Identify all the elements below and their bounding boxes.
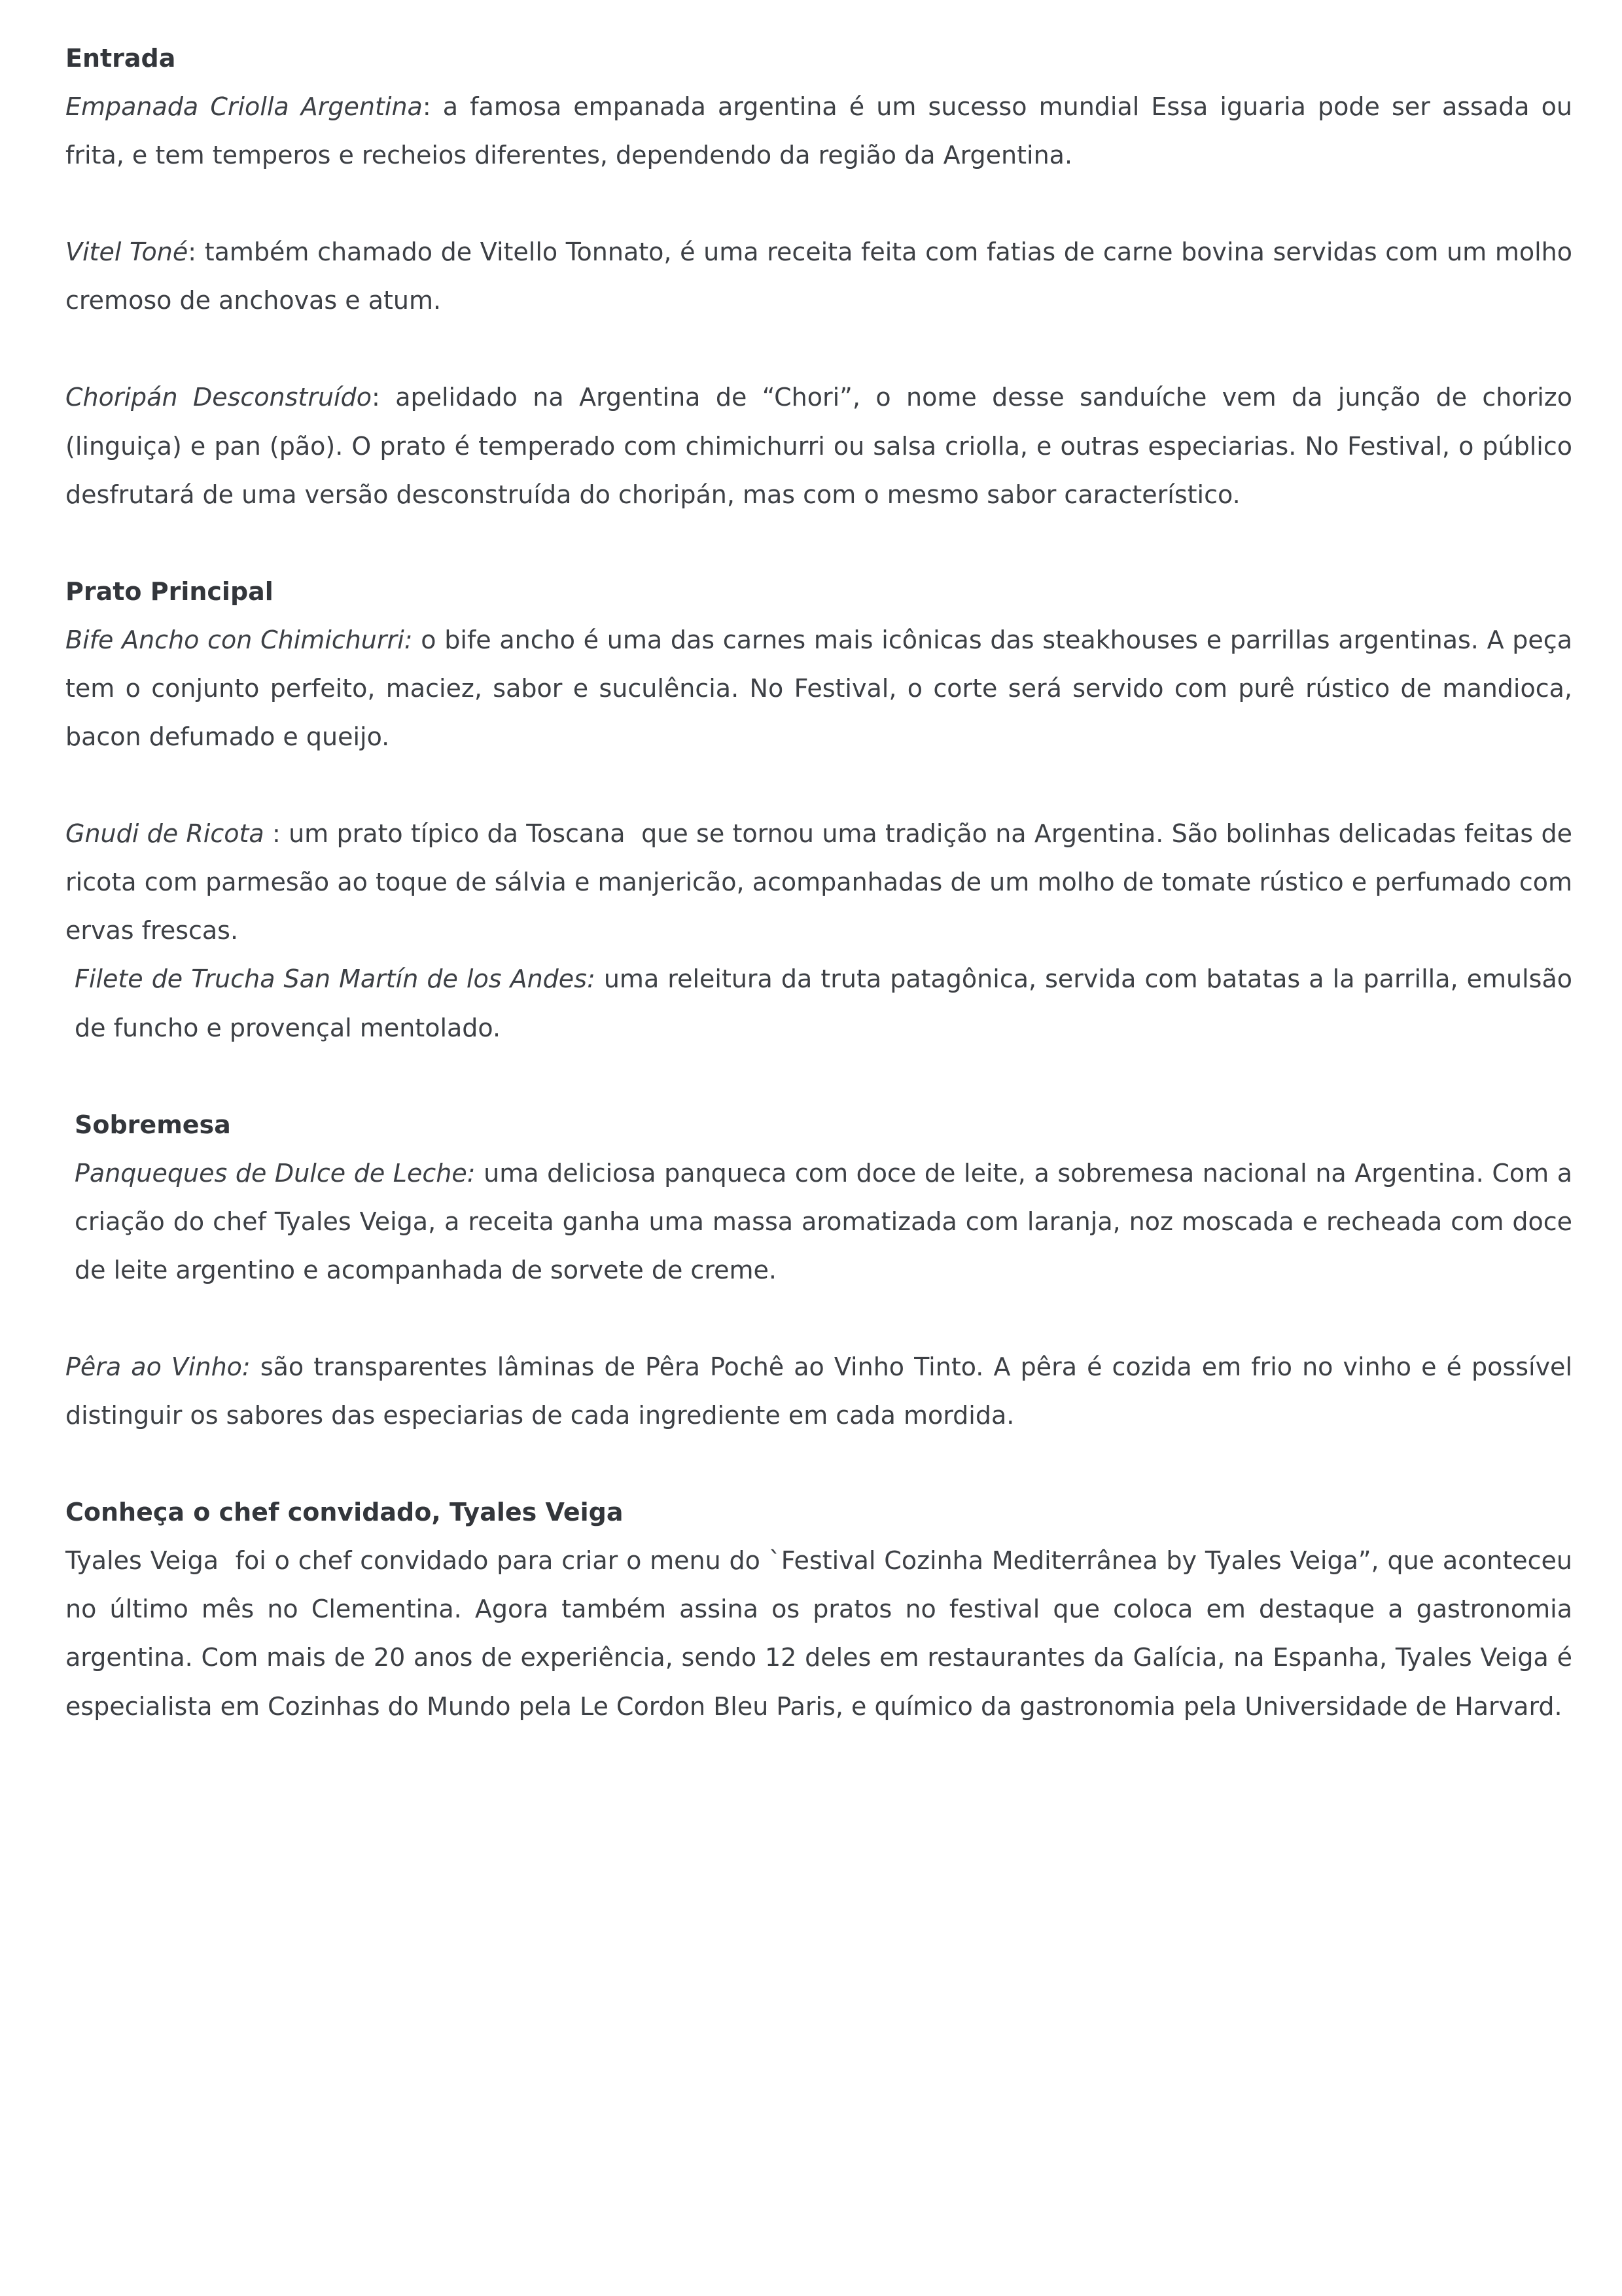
- section-heading: Conheça o chef convidado, Tyales Veiga: [65, 1498, 624, 1527]
- dish-paragraph: [65, 809, 1581, 955]
- section-prato-principal: [65, 567, 1581, 1052]
- dish-description: o bife ancho é uma das carnes mais icônicas das steakhouses e parrillas argentinas. A peça tem o conjunto perfeito, maciez, sabor e suculência. No Festival, o corte será servido com purê rústico de mandioca, bacon defumado e queijo.: [65, 625, 1581, 752]
- dish-description: : apelidado na Argentina de “Chori”, o nome desse sanduíche vem da junção de chorizo (linguiça) e pan (pão). O prato é temperado com chimichurri ou salsa criolla, e outras especiarias. No Festival, o público desfrutará de uma versão desconstruída do choripán, mas com o mesmo sabor característico.: [65, 383, 1581, 509]
- dish-description: são transparentes lâminas de Pêra Pochê ao Vinho Tinto. A pêra é cozida em frio no vinho e é possível distinguir os sabores das especiarias de cada ingrediente em cada mordida.: [65, 1352, 1581, 1430]
- dish-description: : um prato típico da Toscana que se tornou uma tradição na Argentina. São bolinhas delicadas feitas de ricota com parmesão ao toque de sálvia e manjericão, acompanhadas de um molho de tomate rústico e perfumado com ervas frescas.: [65, 819, 1581, 945]
- dish-name: Filete de Trucha San Martín de los Andes:: [75, 964, 595, 994]
- section-heading: Sobremesa: [75, 1110, 231, 1139]
- dish-name: Choripán Desconstruído: [65, 383, 372, 412]
- dish-paragraph: [65, 1343, 1581, 1439]
- dish-description: uma deliciosa panqueca com doce de leite, a sobremesa nacional na Argentina. Com a criação do chef Tyales Veiga, a receita ganha uma massa aromatizada com laranja, noz moscada e recheada com doce de leite argentino e acompanhada de sorvete de creme.: [75, 1158, 1581, 1284]
- chef-bio-text: Tyales Veiga foi o chef convidado para criar o menu do `Festival Cozinha Mediterrânea by Tyales Veiga”, que aconteceu no último mês no Clementina. Agora também assina os pratos no festival que coloca em destaque a gastronomia argentina. Com mais de 20 anos de experiência, sendo 12 deles em restaurantes da Galícia, na Espanha, Tyales Veiga é especialista em Cozinhas do Mundo pela Le Cordon Bleu Paris, e químico da gastronomia pela Universidade de Harvard.: [65, 1546, 1581, 1721]
- dish-description: : também chamado de Vitello Tonnato, é uma receita feita com fatias de carne bovina servidas com um molho cremoso de anchovas e atum.: [65, 238, 1581, 315]
- chef-bio-paragraph: [65, 1536, 1581, 1730]
- dish-paragraph: [65, 1149, 1581, 1294]
- section-sobremesa: [65, 1101, 1581, 1440]
- dish-paragraph: [65, 373, 1581, 518]
- dish-name: Vitel Toné: [65, 238, 188, 267]
- section-heading: Entrada: [65, 44, 176, 73]
- dish-name: Pêra ao Vinho:: [65, 1352, 251, 1381]
- section-entrada: [65, 34, 1581, 519]
- dish-name: Bife Ancho con Chimichurri:: [65, 625, 413, 654]
- dish-paragraph: [65, 955, 1581, 1051]
- dish-name: Panqueques de Dulce de Leche:: [75, 1158, 476, 1188]
- dish-paragraph: [65, 82, 1581, 179]
- dish-description: uma releitura da truta patagônica, servida com batatas a la parrilla, emulsão de funcho e provençal mentolado.: [75, 964, 1581, 1042]
- dish-name: Empanada Criolla Argentina: [65, 92, 423, 122]
- section-chef: [65, 1488, 1581, 1730]
- dish-description: : a famosa empanada argentina é um sucesso mundial Essa iguaria pode ser assada ou frita, e tem temperos e recheios diferentes, dependendo da região da Argentina.: [65, 92, 1581, 170]
- dish-paragraph: [65, 228, 1581, 325]
- section-heading: Prato Principal: [65, 576, 273, 606]
- dish-name: Gnudi de Ricota: [65, 819, 264, 849]
- dish-paragraph: [65, 616, 1581, 761]
